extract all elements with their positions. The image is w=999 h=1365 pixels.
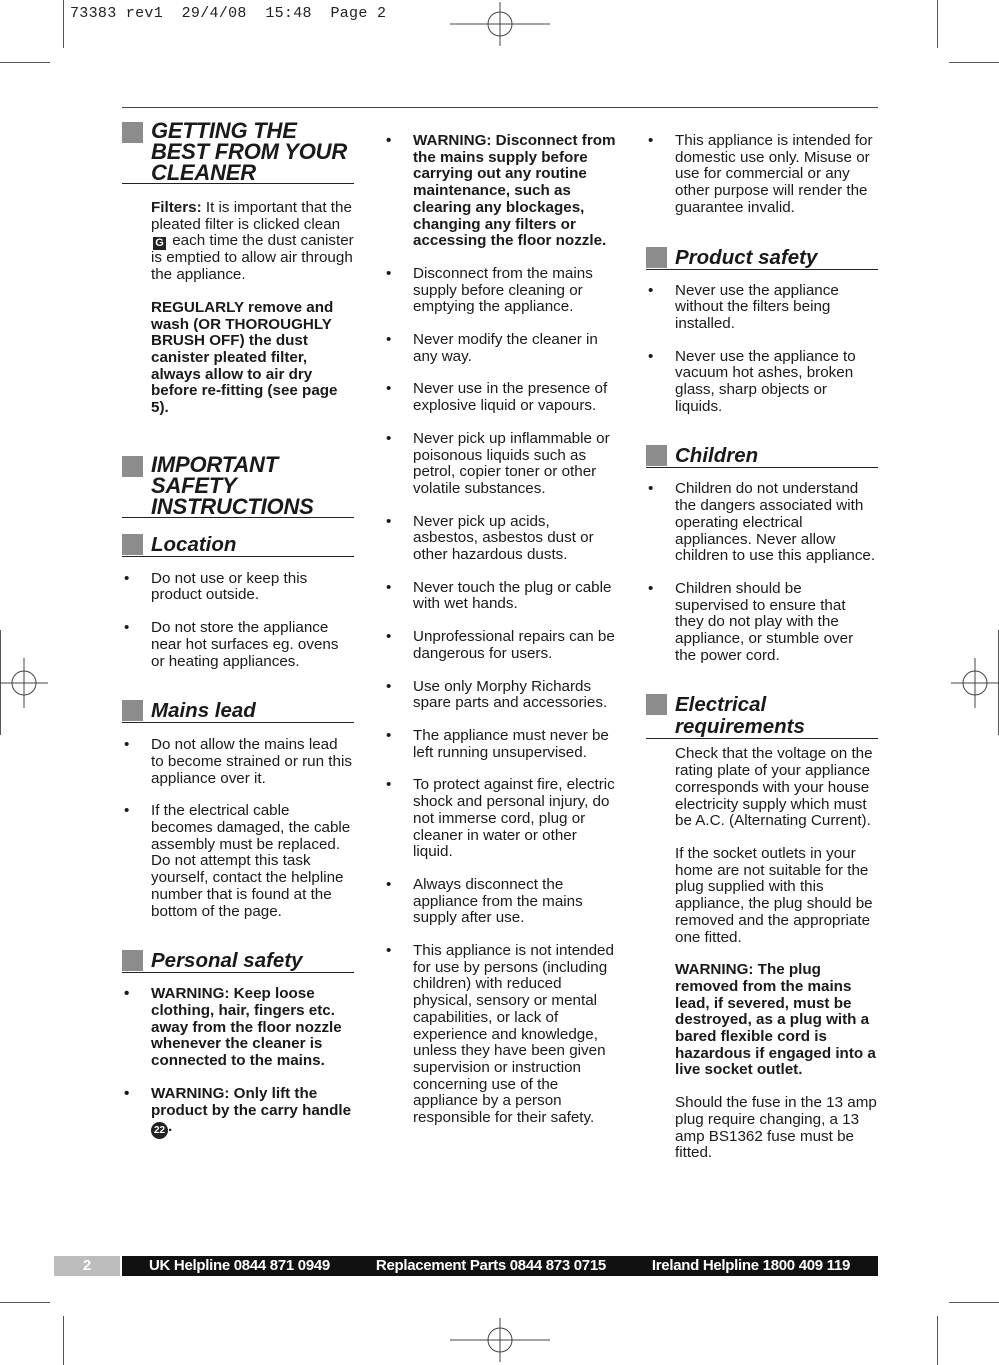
- list-item-text: Never use the appliance without the filters being installed.: [675, 281, 839, 332]
- list-item-text: If the electrical cable becomes damaged, the cable assembly must be replaced. Do not attempt this task yourself, contact the helpline number that is found at the bottom of the page.: [151, 802, 351, 920]
- registration-mark-icon: [450, 1318, 550, 1362]
- section-square-icon: [122, 456, 143, 477]
- list-item: [122, 737, 354, 787]
- section-title: Mains lead: [151, 699, 256, 723]
- registration-mark-icon: [951, 658, 999, 708]
- section-title: Children: [675, 444, 759, 468]
- list-item-text: The appliance must never be left running unsupervised.: [413, 726, 609, 761]
- section-heading-personal-safety: [122, 950, 354, 973]
- list-item: [122, 620, 354, 670]
- crop-mark: [63, 1316, 64, 1365]
- list-item-text: Never pick up acids, asbestos, asbestos dust or other hazardous dusts.: [413, 512, 594, 564]
- bullet-icon: •: [386, 331, 392, 349]
- section-heading-location: [122, 534, 354, 557]
- bullet-icon: •: [124, 802, 130, 820]
- list-item-text: Use only Morphy Richards spare parts and accessories.: [413, 677, 608, 712]
- section-heading-children: [646, 445, 878, 468]
- registration-mark-icon: [0, 658, 48, 708]
- list-item: [646, 283, 878, 333]
- filters-text-1: It is important that the pleated filter is clicked clean: [151, 199, 352, 233]
- section-title: Location: [151, 532, 237, 556]
- page-number: 2: [54, 1256, 120, 1276]
- footer-helpline-bar: [122, 1256, 878, 1276]
- section-title: IMPORTANT SAFETY INSTRUCTIONS: [151, 451, 314, 519]
- electrical-warning: WARNING: The plug removed from the mains lead, if severed, must be destroyed, as a plug with a bared flexible cord is hazardous if engaged into a live socket outlet.: [675, 961, 876, 1079]
- list-item-text: Never use in the presence of explosive liquid or vapours.: [413, 380, 608, 415]
- printer-slug: 73383 rev1 29/4/08 15:48 Page 2: [70, 5, 387, 22]
- bullet-icon: •: [386, 380, 392, 398]
- crop-mark: [63, 0, 64, 48]
- list-item: [384, 943, 618, 1127]
- list-item-text: Do not store the appliance near hot surfaces eg. ovens or heating appliances.: [151, 619, 339, 670]
- bullet-icon: •: [124, 619, 130, 637]
- section-square-icon: [122, 700, 143, 721]
- list-item-text: Unprofessional repairs can be dangerous for users.: [413, 628, 615, 662]
- section-square-icon: [122, 122, 143, 143]
- list-item: [384, 332, 618, 365]
- regularly-paragraph: REGULARLY remove and wash (OR THOROUGHLY BRUSH OFF) the dust canister pleated filter, always allow to air dry before re-fitting (see page 5).: [151, 298, 338, 417]
- section-heading-product-safety: [646, 247, 878, 270]
- crop-mark: [0, 1302, 50, 1303]
- bullet-icon: •: [648, 480, 654, 498]
- list-item: [384, 629, 618, 662]
- crop-mark: [949, 62, 999, 63]
- list-item-text: Never touch the plug or cable with wet hands.: [413, 578, 612, 613]
- list-item: [122, 803, 354, 920]
- list-item-text: Never pick up inflammable or poisonous liquids such as petrol, copier toner or other volatile substances.: [413, 429, 610, 497]
- top-rule: [122, 107, 878, 108]
- bullet-icon: •: [386, 264, 392, 282]
- list-item-text: WARNING: Disconnect from the mains supply before carrying out any routine maintenance, such as clearing any blockages, changing any filters or accessing the floor nozzle.: [413, 132, 616, 250]
- list-item-text: Do not use or keep this product outside.: [151, 569, 308, 604]
- bullet-icon: •: [386, 578, 392, 596]
- list-item-text: Always disconnect the appliance from the mains supply after use.: [413, 875, 583, 927]
- bullet-icon: •: [124, 736, 130, 754]
- list-item: [384, 514, 618, 564]
- column-2: [384, 133, 618, 1127]
- bullet-icon: •: [648, 132, 654, 149]
- list-item-text: Children should be supervised to ensure that they do not play with the appliance, or stumble over the power cord.: [675, 579, 854, 664]
- bullet-icon: •: [386, 942, 392, 960]
- section-square-icon: [646, 694, 667, 715]
- list-item-text: Never use the appliance to vacuum hot ashes, broken glass, sharp objects or liquids.: [675, 347, 856, 415]
- filters-text-2: each time the dust canister is emptied to allow air through the appliance.: [151, 232, 354, 284]
- list-item: [646, 133, 878, 217]
- list-item-text: Children do not understand the dangers associated with operating electrical appliances. Never allow children to use this appliance.: [675, 480, 876, 565]
- list-item: [646, 349, 878, 416]
- list-item-text: This appliance is not intended for use by persons (including children) with reduced physical, sensory or mental capabilities, or lack of experience and knowledge, unless they have been given supervision or instruction concerning use of the appliance by a person responsible for their safety.: [413, 942, 614, 1127]
- uk-helpline: UK Helpline 0844 871 0949: [149, 1257, 330, 1274]
- bullet-icon: •: [648, 347, 654, 365]
- bullet-icon: •: [386, 726, 392, 744]
- crop-mark: [937, 1316, 938, 1365]
- list-item: [384, 580, 618, 613]
- section-square-icon: [646, 247, 667, 268]
- list-item-text: Disconnect from the mains supply before cleaning or emptying the appliance.: [413, 264, 593, 316]
- list-item: [384, 877, 618, 927]
- list-item: [122, 1086, 354, 1139]
- electrical-paragraph-1: Check that the voltage on the rating plate of your appliance corresponds with your house electricity supply which must be A.C. (Alternating Current).: [675, 745, 873, 830]
- bullet-icon: •: [124, 985, 130, 1003]
- section-title: Product safety: [675, 245, 818, 269]
- bullet-icon: •: [124, 1084, 130, 1102]
- section-heading-mains-lead: [122, 700, 354, 723]
- section-square-icon: [646, 445, 667, 466]
- list-item-text: This appliance is intended for domestic use only. Misuse or use for commercial or any other purpose will render the guarantee invalid.: [675, 132, 873, 216]
- crop-mark: [949, 1302, 999, 1303]
- section-heading-electrical: [646, 694, 878, 739]
- section-square-icon: [122, 950, 143, 971]
- bullet-icon: •: [386, 628, 392, 646]
- list-item-text: To protect against fire, electric shock and personal injury, do not immerse cord, plug or cleaner in water or other liquid.: [413, 776, 615, 861]
- electrical-paragraph-2: If the socket outlets in your home are not suitable for the plug supplied with this appliance, the plug should be removed and the appropriate one fitted.: [675, 844, 873, 946]
- bullet-icon: •: [124, 569, 130, 587]
- bullet-icon: •: [386, 875, 392, 893]
- section-heading-important-safety: [122, 451, 354, 519]
- bullet-icon: •: [386, 776, 392, 794]
- list-item: [384, 133, 618, 250]
- list-item: [384, 728, 618, 761]
- bullet-icon: •: [386, 677, 392, 695]
- bullet-icon: •: [648, 281, 654, 299]
- ireland-helpline: Ireland Helpline 1800 409 119: [651, 1257, 850, 1274]
- column-3: [646, 133, 878, 1162]
- filters-label: Filters:: [151, 199, 202, 216]
- list-item: [384, 266, 618, 316]
- section-title: Electrical requirements: [675, 693, 805, 739]
- registration-mark-icon: [450, 2, 550, 46]
- section-title: Personal safety: [151, 949, 303, 973]
- list-item: [384, 679, 618, 712]
- list-item-text: Never modify the cleaner in any way.: [413, 331, 598, 365]
- section-heading-getting-best: [122, 120, 354, 184]
- electrical-paragraph-3: Should the fuse in the 13 amp plug require changing, a 13 amp BS1362 fuse must be fitted.: [675, 1094, 877, 1162]
- list-item-text: WARNING: Keep loose clothing, hair, fingers etc. away from the floor nozzle whenever the cleaner is connected to the mains.: [151, 985, 342, 1070]
- crop-mark: [0, 62, 50, 63]
- carry-handle-callout-icon: 22: [151, 1122, 168, 1139]
- bullet-icon: •: [386, 429, 392, 447]
- replacement-parts: Replacement Parts 0844 873 0715: [375, 1257, 606, 1274]
- list-item: [122, 571, 354, 604]
- list-item: [384, 777, 618, 861]
- bullet-icon: •: [386, 512, 392, 530]
- list-item-period: .: [168, 1118, 173, 1136]
- bullet-icon: •: [386, 132, 392, 149]
- filter-g-icon: G: [153, 237, 166, 250]
- column-1: [122, 120, 354, 1139]
- list-item: [384, 381, 618, 414]
- crop-mark: [937, 0, 938, 48]
- filters-paragraph: [122, 200, 354, 284]
- list-item: [646, 481, 878, 565]
- list-item: [122, 986, 354, 1070]
- list-item: [646, 581, 878, 665]
- section-square-icon: [122, 534, 143, 555]
- section-title: GETTING THE BEST FROM YOUR CLEANER: [151, 118, 348, 185]
- list-item-text: WARNING: Only lift the product by the carry handle: [151, 1084, 352, 1119]
- list-item: [384, 431, 618, 498]
- bullet-icon: •: [648, 579, 654, 597]
- list-item-text: Do not allow the mains lead to become strained or run this appliance over it.: [151, 736, 352, 787]
